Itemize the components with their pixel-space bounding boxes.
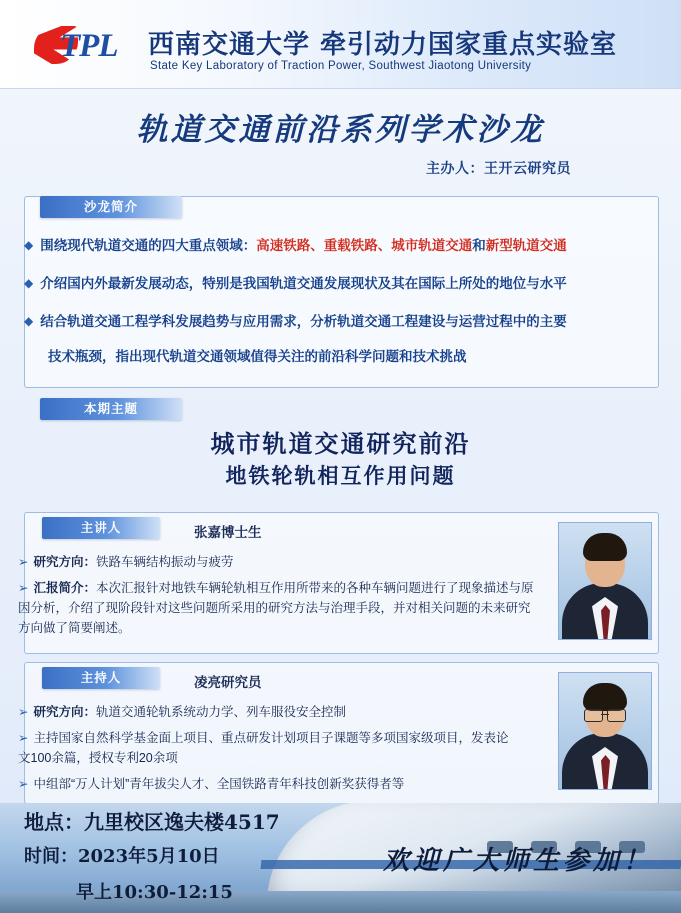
lab-name-en: State Key Laboratory of Traction Power, Southwest Jiaotong University xyxy=(150,60,532,72)
speaker-ribbon xyxy=(42,517,160,539)
topic-ribbon-label: 本期主题 xyxy=(83,402,138,416)
arrow-icon: ➢ xyxy=(18,705,29,719)
portrait-hair xyxy=(583,533,627,561)
intro-bullet-3-line2 xyxy=(48,346,642,368)
diamond-icon: ◆ xyxy=(24,238,34,252)
event-date: 时间：2023年5月10日 xyxy=(24,846,220,867)
host-honors xyxy=(18,774,518,794)
intro-bullet-1-hl2: 新型轨道交通 xyxy=(485,238,567,253)
speaker-research-direction xyxy=(18,552,438,572)
topic-ribbon xyxy=(40,398,182,420)
intro-ribbon xyxy=(40,196,182,218)
logo-text: TPL xyxy=(60,28,118,64)
host-item-3-text: 中组部“万人计划”青年拔尖人才、全国铁路青年科技创新奖获得者等 xyxy=(33,777,405,791)
diamond-icon: ◆ xyxy=(24,314,34,328)
host-projects xyxy=(18,728,518,768)
topic-line-1: 城市轨道交通研究前沿 xyxy=(210,429,471,458)
intro-bullet-1-hl: 高速铁路、重载铁路、城市轨道交通 xyxy=(256,238,473,253)
intro-bullet-3-text: 结合轨道交通工程学科发展趋势与应用需求，分析轨道交通工程建设与运营过程中的主要 xyxy=(40,314,567,329)
intro-bullet-2-text: 介绍国内外最新发展动态，特别是我国轨道交通发展现状及其在国际上所处的地位与水平 xyxy=(40,276,567,291)
page-title: 轨道交通前沿系列学术沙龙 xyxy=(136,112,545,148)
host-item-2-text: 主持国家自然科学基金面上项目、重点研发计划项目子课题等多项国家级项目，发表论文100余篇，授权专利20余项 xyxy=(18,731,509,765)
portrait-hair xyxy=(583,683,627,711)
speaker-item-1-label: 研究方向： xyxy=(33,555,96,569)
speaker-item-2-text: 本次汇报针对地铁车辆轮轨相互作用所带来的各种车辆问题进行了现象描述与原因分析，介绍了现阶段针对这些问题所采用的研究方法与治理手段，并对相关问题的未来研究方向做了简要阐述。 xyxy=(18,581,534,635)
host-portrait xyxy=(558,672,652,790)
intro-bullet-1 xyxy=(24,234,618,257)
arrow-icon: ➢ xyxy=(18,555,29,569)
glasses-icon xyxy=(584,709,626,720)
diamond-icon: ◆ xyxy=(24,276,34,290)
speaker-item-2-label: 汇报简介： xyxy=(33,581,96,595)
host-item-1-text: 轨道交通轮轨系统动力学、列车服役安全控制 xyxy=(96,705,347,719)
lab-name-cn: 西南交通大学 牵引动力国家重点实验室 xyxy=(148,30,618,60)
host-ribbon-label: 主持人 xyxy=(80,671,122,685)
speaker-name: 张嘉博士生 xyxy=(194,525,262,540)
event-time: 早上10:30-12:15 xyxy=(76,882,233,903)
speaker-item-1-text: 铁路车辆结构振动与疲劳 xyxy=(96,555,234,569)
intro-bullet-1-mid: 和 xyxy=(472,238,486,253)
host-research-direction xyxy=(18,702,518,722)
organizer-line: 主办人：王开云研究员 xyxy=(426,160,571,176)
speaker-report-summary xyxy=(18,578,536,638)
intro-bullet-3 xyxy=(24,310,618,333)
welcome-note: 欢迎广大师生参加！ xyxy=(382,846,653,876)
topic-line-2: 地铁轮轨相互作用问题 xyxy=(225,463,456,488)
intro-bullet-3-line2-text: 技术瓶颈，指出现代轨道交通领域值得关注的前沿科学问题和技术挑战 xyxy=(48,349,467,364)
host-item-1-label: 研究方向： xyxy=(33,705,96,719)
event-location: 地点：九里校区逸夫楼4517 xyxy=(24,810,280,834)
speaker-portrait xyxy=(558,522,652,640)
intro-bullet-1-pre: 围绕现代轨道交通的四大重点领域： xyxy=(40,238,257,253)
arrow-icon: ➢ xyxy=(18,777,29,791)
host-ribbon xyxy=(42,667,160,689)
intro-ribbon-label: 沙龙简介 xyxy=(83,200,138,214)
host-name: 凌亮研究员 xyxy=(194,675,262,690)
arrow-icon: ➢ xyxy=(18,581,29,595)
intro-bullet-2 xyxy=(24,272,618,295)
tpl-logo xyxy=(34,22,144,68)
arrow-icon: ➢ xyxy=(18,731,29,745)
speaker-ribbon-label: 主讲人 xyxy=(80,521,122,535)
poster-header xyxy=(0,0,681,89)
